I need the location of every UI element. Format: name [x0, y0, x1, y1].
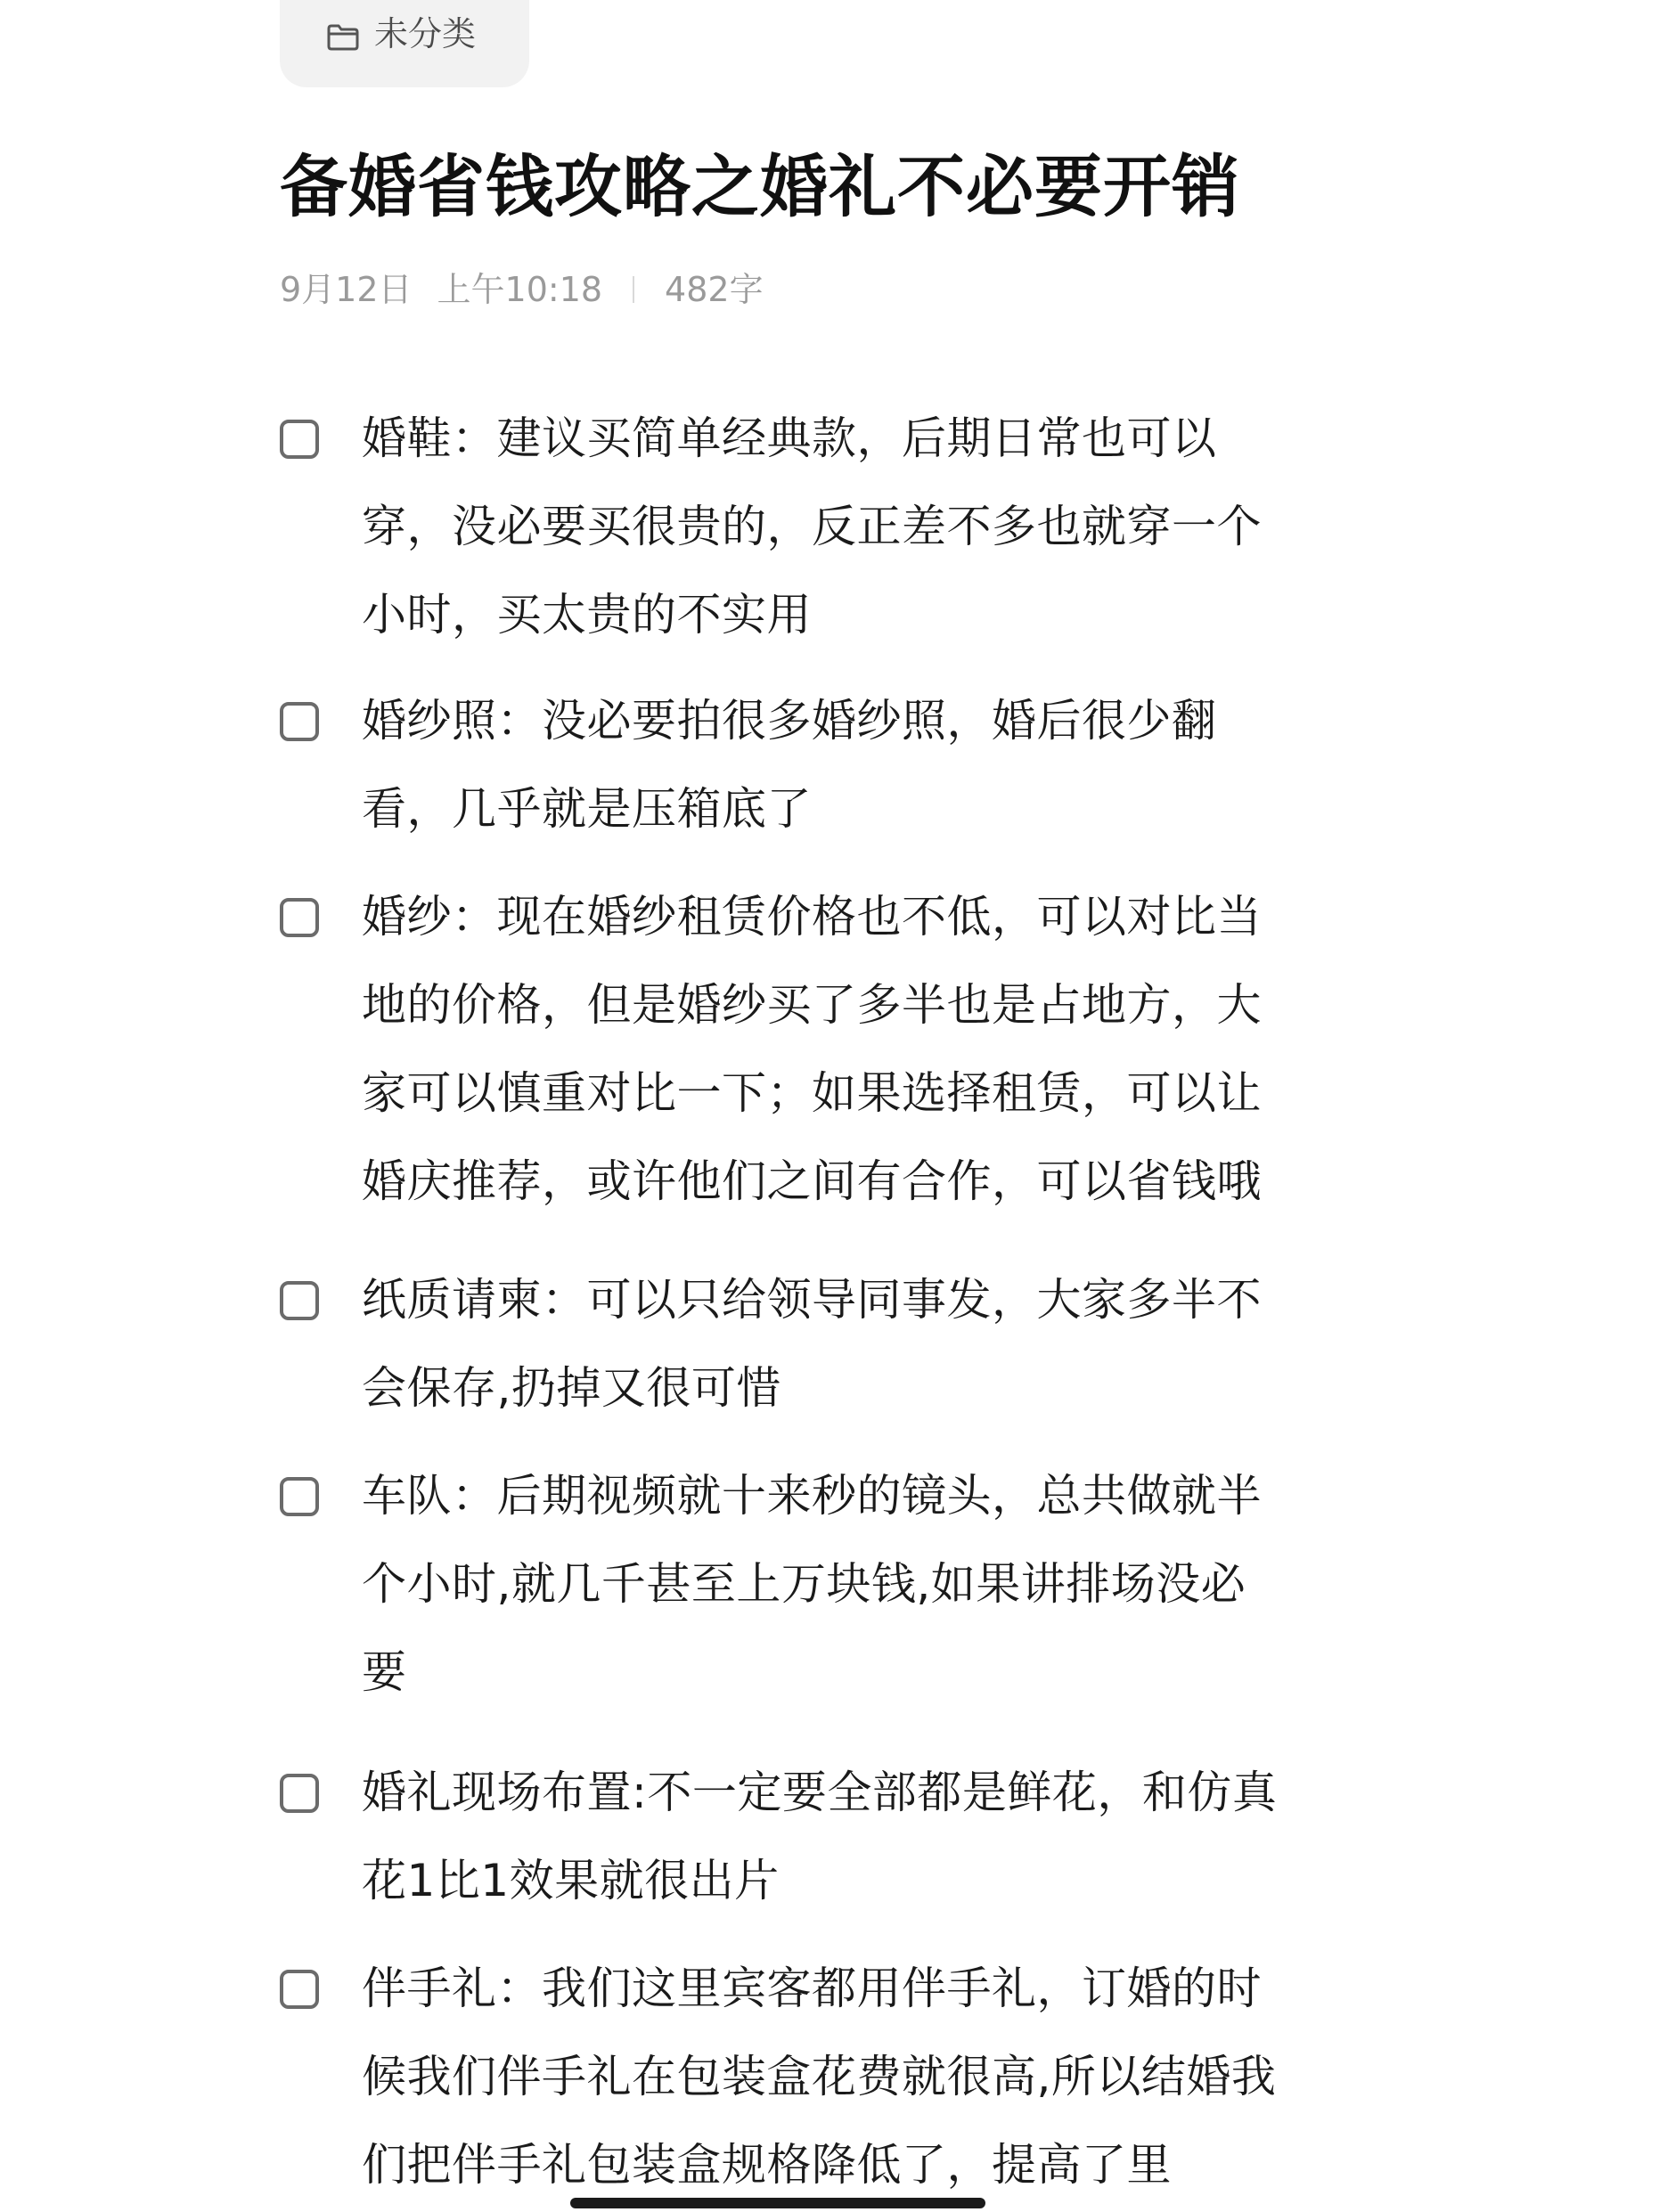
todo-text[interactable]: 婚纱：现在婚纱租赁价格也不低，可以对比当地的价格，但是婚纱买了多半也是占地方，大家可以慎重对比一下；如果选择租赁，可以让婚庆推荐，或许他们之间有合作，可以省钱哦 [362, 891, 1262, 1207]
todo-item[interactable] [280, 1452, 1278, 1717]
category-chip[interactable] [280, 0, 529, 87]
todo-item[interactable] [280, 873, 1278, 1226]
todo-text[interactable]: 婚礼现场布置:不一定要全部都是鲜花，和仿真花1比1效果就很出片 [362, 1767, 1278, 1906]
note-time: 上午10:18 [437, 270, 603, 309]
todo-text[interactable]: 婚鞋：建议买简单经典款，后期日常也可以穿，没必要买很贵的，反正差不多也就穿一个小时，买太贵的不实用 [362, 412, 1262, 641]
todo-text[interactable]: 纸质请柬：可以只给领导同事发，大家多半不会保存,扔掉又很可惜 [362, 1274, 1262, 1414]
todo-checkbox[interactable] [280, 420, 319, 459]
page-title[interactable]: 备婚省钱攻略之婚礼不必要开销 [280, 147, 1240, 226]
meta-divider [633, 276, 634, 303]
todo-item[interactable] [280, 1945, 1278, 2209]
folder-icon [326, 23, 360, 52]
category-label: 未分类 [374, 14, 477, 53]
todo-checkbox[interactable] [280, 1477, 319, 1516]
todo-text[interactable]: 伴手礼：我们这里宾客都用伴手礼，订婚的时候我们伴手礼在包装盒花费就很高,所以结婚我们把伴手礼包装盒规格降低了，提高了里 [362, 1963, 1277, 2191]
todo-item[interactable] [280, 677, 1278, 853]
todo-checkbox[interactable] [280, 1281, 319, 1320]
todo-text[interactable]: 婚纱照：没必要拍很多婚纱照，婚后很少翻看，几乎就是压箱底了 [362, 695, 1217, 835]
note-date: 9月12日 [280, 270, 413, 309]
home-indicator[interactable] [570, 2198, 985, 2208]
todo-checkbox[interactable] [280, 1774, 319, 1813]
todo-text[interactable]: 车队：后期视频就十来秒的镜头，总共做就半个小时,就几千甚至上万块钱,如果讲排场没必要 [362, 1470, 1262, 1698]
todo-item[interactable] [280, 1749, 1278, 1925]
word-count: 482字 [665, 270, 764, 309]
todo-checkbox[interactable] [280, 702, 319, 741]
todo-checkbox[interactable] [280, 1970, 319, 2009]
todo-item[interactable] [280, 395, 1278, 659]
note-meta [280, 267, 764, 312]
todo-item[interactable] [280, 1256, 1278, 1432]
todo-checkbox[interactable] [280, 898, 319, 937]
